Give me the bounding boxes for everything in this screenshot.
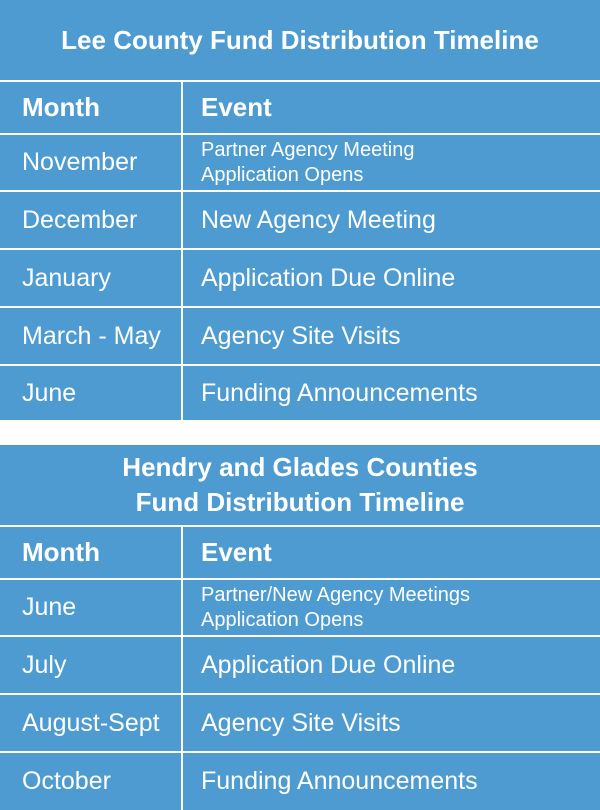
table-header-row bbox=[0, 525, 600, 578]
month-cell: August-Sept bbox=[22, 708, 160, 737]
event-line: Application Opens bbox=[201, 608, 364, 631]
table-row bbox=[0, 190, 600, 248]
column-header-event: Event bbox=[181, 527, 600, 578]
table-row bbox=[0, 133, 600, 190]
event-cell: Funding Announcements bbox=[181, 753, 600, 810]
table-header-row bbox=[0, 80, 600, 133]
table-row bbox=[0, 248, 600, 306]
month-cell: July bbox=[22, 650, 67, 679]
event-cell: Application Due Online bbox=[181, 637, 600, 693]
month-cell: March - May bbox=[22, 321, 161, 350]
month-cell: November bbox=[22, 148, 138, 176]
event-line: Application Opens bbox=[201, 163, 364, 186]
table-title-row bbox=[0, 445, 600, 525]
month-cell: June bbox=[22, 593, 77, 621]
month-cell: October bbox=[22, 767, 111, 795]
month-cell: December bbox=[22, 205, 138, 234]
table-title-line: Hendry and Glades Counties bbox=[122, 452, 478, 482]
event-line: Partner/New Agency Meetings bbox=[201, 583, 471, 606]
column-header-event: Event bbox=[181, 82, 600, 133]
table-title: Lee County Fund Distribution Timeline bbox=[61, 24, 539, 55]
event-cell: Agency Site Visits bbox=[181, 308, 600, 364]
column-header-month: Month bbox=[22, 92, 100, 122]
hendry-glades-timeline-table bbox=[0, 445, 600, 810]
event-cell bbox=[181, 580, 600, 635]
table-row bbox=[0, 751, 600, 810]
event-line: Partner Agency Meeting bbox=[201, 138, 415, 161]
table-row bbox=[0, 578, 600, 635]
month-cell: June bbox=[22, 378, 77, 407]
table-row bbox=[0, 693, 600, 751]
event-cell: Agency Site Visits bbox=[181, 695, 600, 751]
column-header-month: Month bbox=[22, 537, 100, 567]
table-row bbox=[0, 364, 600, 420]
table-row bbox=[0, 306, 600, 364]
table-title-line: Fund Distribution Timeline bbox=[135, 487, 465, 517]
event-cell: Application Due Online bbox=[181, 250, 600, 306]
table-row bbox=[0, 635, 600, 693]
month-cell: January bbox=[22, 263, 111, 292]
event-cell bbox=[181, 135, 600, 190]
event-cell: Funding Announcements bbox=[181, 366, 600, 420]
table-title-row bbox=[0, 0, 600, 80]
event-cell: New Agency Meeting bbox=[181, 192, 600, 248]
